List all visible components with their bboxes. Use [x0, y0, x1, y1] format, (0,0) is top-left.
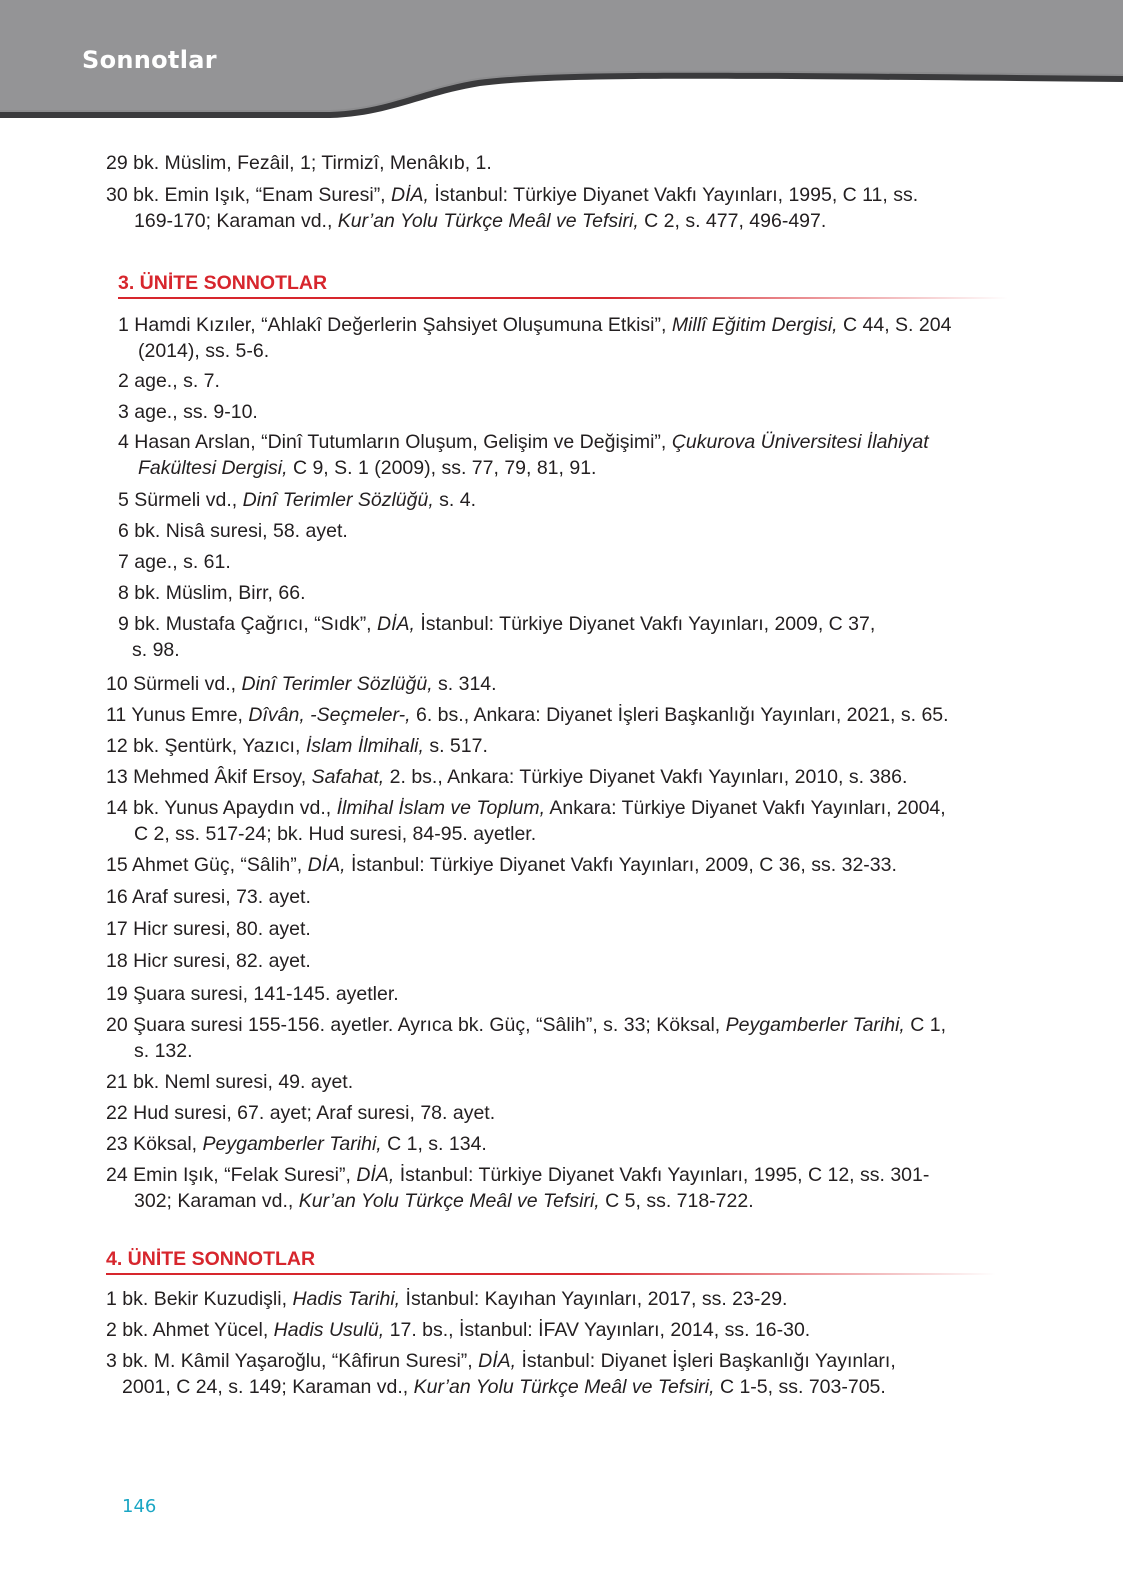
note-item: 15 Ahmet Güç, “Sâlih”, DİA, İstanbul: Türkiye Diyanet Vakfı Yayınları, 2009, C 36, ss. 32-33.: [106, 854, 897, 876]
note-item: 29 bk. Müslim, Fezâil, 1; Tirmizî, Menâkıb, 1.: [106, 152, 492, 174]
note-item: 12 bk. Şentürk, Yazıcı, İslam İlmihali, s. 517.: [106, 735, 488, 757]
note-item: 3 bk. M. Kâmil Yaşaroğlu, “Kâfirun Suresi”, DİA, İstanbul: Diyanet İşleri Başkanlığı Yayınları, 2001, C 24, s. 149; Karaman vd., Kur’an Yolu Türkçe Meâl ve Tefsiri, C 1-5, ss. 703-705.: [106, 1350, 896, 1398]
note-item: 22 Hud suresi, 67. ayet; Araf suresi, 78. ayet.: [106, 1102, 496, 1124]
note-item: 6 bk. Nisâ suresi, 58. ayet.: [118, 520, 348, 542]
note-item: 11 Yunus Emre, Dîvân, -Seçmeler-, 6. bs., Ankara: Diyanet İşleri Başkanlığı Yayınları, 2021, s. 65.: [106, 704, 949, 726]
section-3-title: 3. ÜNİTE SONNOTLAR: [118, 272, 328, 294]
page-number: 146: [122, 1496, 157, 1517]
note-item: 1 bk. Bekir Kuzudişli, Hadis Tarihi, İstanbul: Kayıhan Yayınları, 2017, ss. 23-29.: [106, 1288, 788, 1310]
note-item: 3 age., ss. 9-10.: [118, 401, 258, 423]
note-item: 2 bk. Ahmet Yücel, Hadis Usulü, 17. bs., İstanbul: İFAV Yayınları, 2014, ss. 16-30.: [106, 1319, 811, 1341]
section-3-rule: [118, 297, 1008, 299]
note-item: 24 Emin Işık, “Felak Suresi”, DİA, İstanbul: Türkiye Diyanet Vakfı Yayınları, 1995, C 12, ss. 301- 302; Karaman vd., Kur’an Yolu Türkçe Meâl ve Tefsiri, C 5, ss. 718-722.: [106, 1164, 930, 1212]
header-title: Sonnotlar: [82, 46, 217, 74]
note-item: 23 Köksal, Peygamberler Tarihi, C 1, s. 134.: [106, 1133, 487, 1155]
section-4-title: 4. ÜNİTE SONNOTLAR: [106, 1248, 316, 1270]
note-item: 10 Sürmeli vd., Dinî Terimler Sözlüğü, s. 314.: [106, 673, 497, 695]
note-item: 21 bk. Neml suresi, 49. ayet.: [106, 1071, 354, 1093]
page-header: [0, 0, 1123, 122]
section-4-rule: [106, 1273, 996, 1275]
note-item: 13 Mehmed Âkif Ersoy, Safahat, 2. bs., Ankara: Türkiye Diyanet Vakfı Yayınları, 2010, s. 386.: [106, 766, 908, 788]
note-item: 4 Hasan Arslan, “Dinî Tutumların Oluşum, Gelişim ve Değişimi”, Çukurova Üniversitesi İlahiyat Fakültesi Dergisi, C 9, S. 1 (2009), ss. 77, 79, 81, 91.: [118, 431, 929, 479]
note-item: 19 Şuara suresi, 141-145. ayetler.: [106, 983, 399, 1005]
note-item: 30 bk. Emin Işık, “Enam Suresi”, DİA, İstanbul: Türkiye Diyanet Vakfı Yayınları, 1995, C 11, ss. 169-170; Karaman vd., Kur’an Yolu Türkçe Meâl ve Tefsiri, C 2, s. 477, 496-497.: [106, 184, 919, 232]
note-item: 17 Hicr suresi, 80. ayet.: [106, 918, 311, 940]
note-item: 18 Hicr suresi, 82. ayet.: [106, 950, 311, 972]
note-item: 16 Araf suresi, 73. ayet.: [106, 886, 311, 908]
note-item: 1 Hamdi Kızıler, “Ahlakî Değerlerin Şahsiyet Oluşumuna Etkisi”, Millî Eğitim Dergisi, C 44, S. 204 (2014), ss. 5-6.: [118, 314, 952, 362]
note-item: 9 bk. Mustafa Çağrıcı, “Sıdk”, DİA, İstanbul: Türkiye Diyanet Vakfı Yayınları, 2009, C 37, s. 98.: [118, 613, 876, 661]
note-item: 8 bk. Müslim, Birr, 66.: [118, 582, 306, 604]
note-item: 14 bk. Yunus Apaydın vd., İlmihal İslam ve Toplum, Ankara: Türkiye Diyanet Vakfı Yayınları, 2004, C 2, ss. 517-24; bk. Hud suresi, 84-95. ayetler.: [106, 797, 946, 845]
note-item: 7 age., s. 61.: [118, 551, 231, 573]
note-item: 5 Sürmeli vd., Dinî Terimler Sözlüğü, s. 4.: [118, 489, 477, 511]
note-item: 2 age., s. 7.: [118, 370, 220, 392]
note-item: 20 Şuara suresi 155-156. ayetler. Ayrıca bk. Güç, “Sâlih”, s. 33; Köksal, Peygamberler Tarihi, C 1, s. 132.: [106, 1014, 947, 1062]
